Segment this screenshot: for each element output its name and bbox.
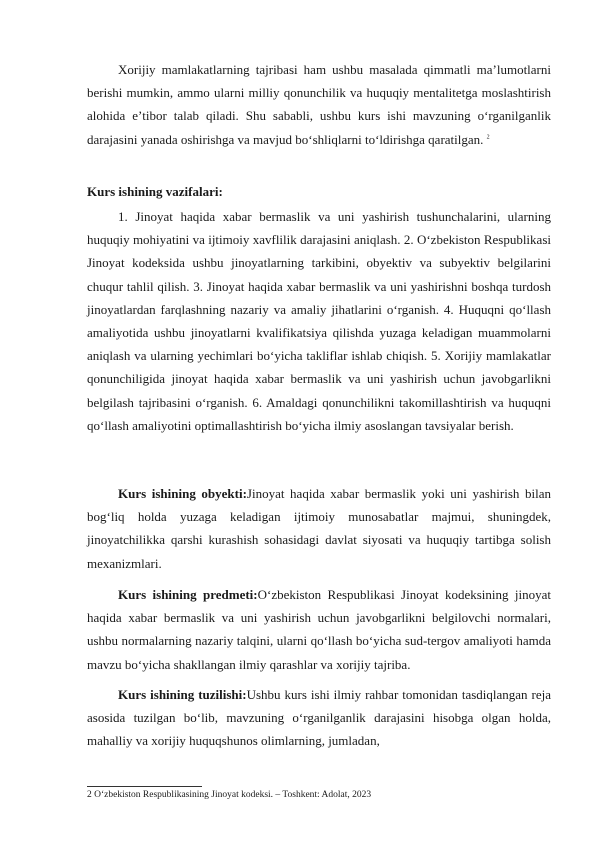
tasks-heading: Kurs ishining vazifalari:	[87, 184, 223, 199]
subject-paragraph	[87, 583, 551, 676]
structure-paragraph	[87, 683, 551, 753]
object-label: Kurs ishining obyekti:	[118, 486, 247, 501]
intro-text: Xorijiy mamlakatlarning tajribasi ham ushbu masalada qimmatli maʼlumotlarni berishi mumkin, ammo ularni milliy qonunchilik va huquqiy mentalitetga moslashtirish alohida eʼtibor talab qiladi. Shu sababli, ushbu kurs ishi mavzuning oʻrganilganlik darajasini yanada oshirishga va mavjud boʻshliqlarni toʻldirishga qaratilgan.	[87, 62, 551, 147]
object-paragraph	[87, 482, 551, 575]
object-text: Jinoyat haqida xabar bermaslik yoki uni yashirish bilan bogʻliq holda yuzaga keladigan ijtimoiy munosabatlar majmui, shuningdek, jinoyatchilikka qarshi kurashish sohasidagi davlat siyosati va huquqiy tartibga solish mexanizmlari.	[87, 486, 551, 571]
subject-text: Oʻzbekiston Respublikasi Jinoyat kodeksining jinoyat haqida xabar bermaslik va uni yashirish uchun javobgarlikni belgilovchi normalari, ushbu normalarning nazariy talqini, ularni qoʻllash boʻyicha sud-tergov amaliyoti hamda mavzu boʻyicha shakllangan ilmiy qarashlar va xorijiy tajriba.	[87, 587, 551, 672]
structure-text: Ushbu kurs ishi ilmiy rahbar tomonidan tasdiqlangan reja asosida tuzilgan boʻlib, mavzuning oʻrganilganlik darajasini hisobga olgan holda, mahalliy va xorijiy huquqshunos olimlarning, jumladan,	[87, 687, 551, 749]
intro-paragraph	[87, 58, 551, 151]
tasks-paragraph: 1. Jinoyat haqida xabar bermaslik va uni yashirish tushunchalarini, ularning huquqiy mohiyatini va ijtimoiy xavflilik darajasini aniqlash. 2. Oʻzbekiston Respublikasi Jinoyat kodeksida ushbu jinoyatlarning tarkibini, obyektiv va subyektiv belgilarini chuqur tahlil qilish. 3. Jinoyat haqida xabar bermaslik va uni yashirishni boshqa turdosh jinoyatlardan farqlashning nazariy va amaliy jihatlarini oʻrganish. 4. Huquqni qoʻllash amaliyotida ushbu jinoyatlarni kvalifikatsiya qilishda yuzaga keladigan muammolarni aniqlash va ularning yechimlari boʻyicha takliflar ishlab chiqish. 5. Xorijiy mamlakatlar qonunchiligida jinoyat haqida xabar bermaslik va uni yashirish uchun javobgarlikni belgilash tajribasini oʻrganish. 6. Amaldagi qonunchilikni takomillashtirish va huquqni qoʻllash amaliyotini optimallashtirish boʻyicha ilmiy asoslangan tavsiyalar berish.	[87, 209, 551, 433]
footnote-divider	[87, 786, 202, 787]
subject-label: Kurs ishining predmeti:	[118, 587, 258, 602]
footnote-text: 2 Oʻzbekiston Respublikasining Jinoyat kodeksi. – Toshkent: Adolat, 2023	[87, 790, 372, 800]
structure-label: Kurs ishining tuzilishi:	[118, 687, 247, 702]
footnote-reference[interactable]: 2	[486, 134, 490, 141]
